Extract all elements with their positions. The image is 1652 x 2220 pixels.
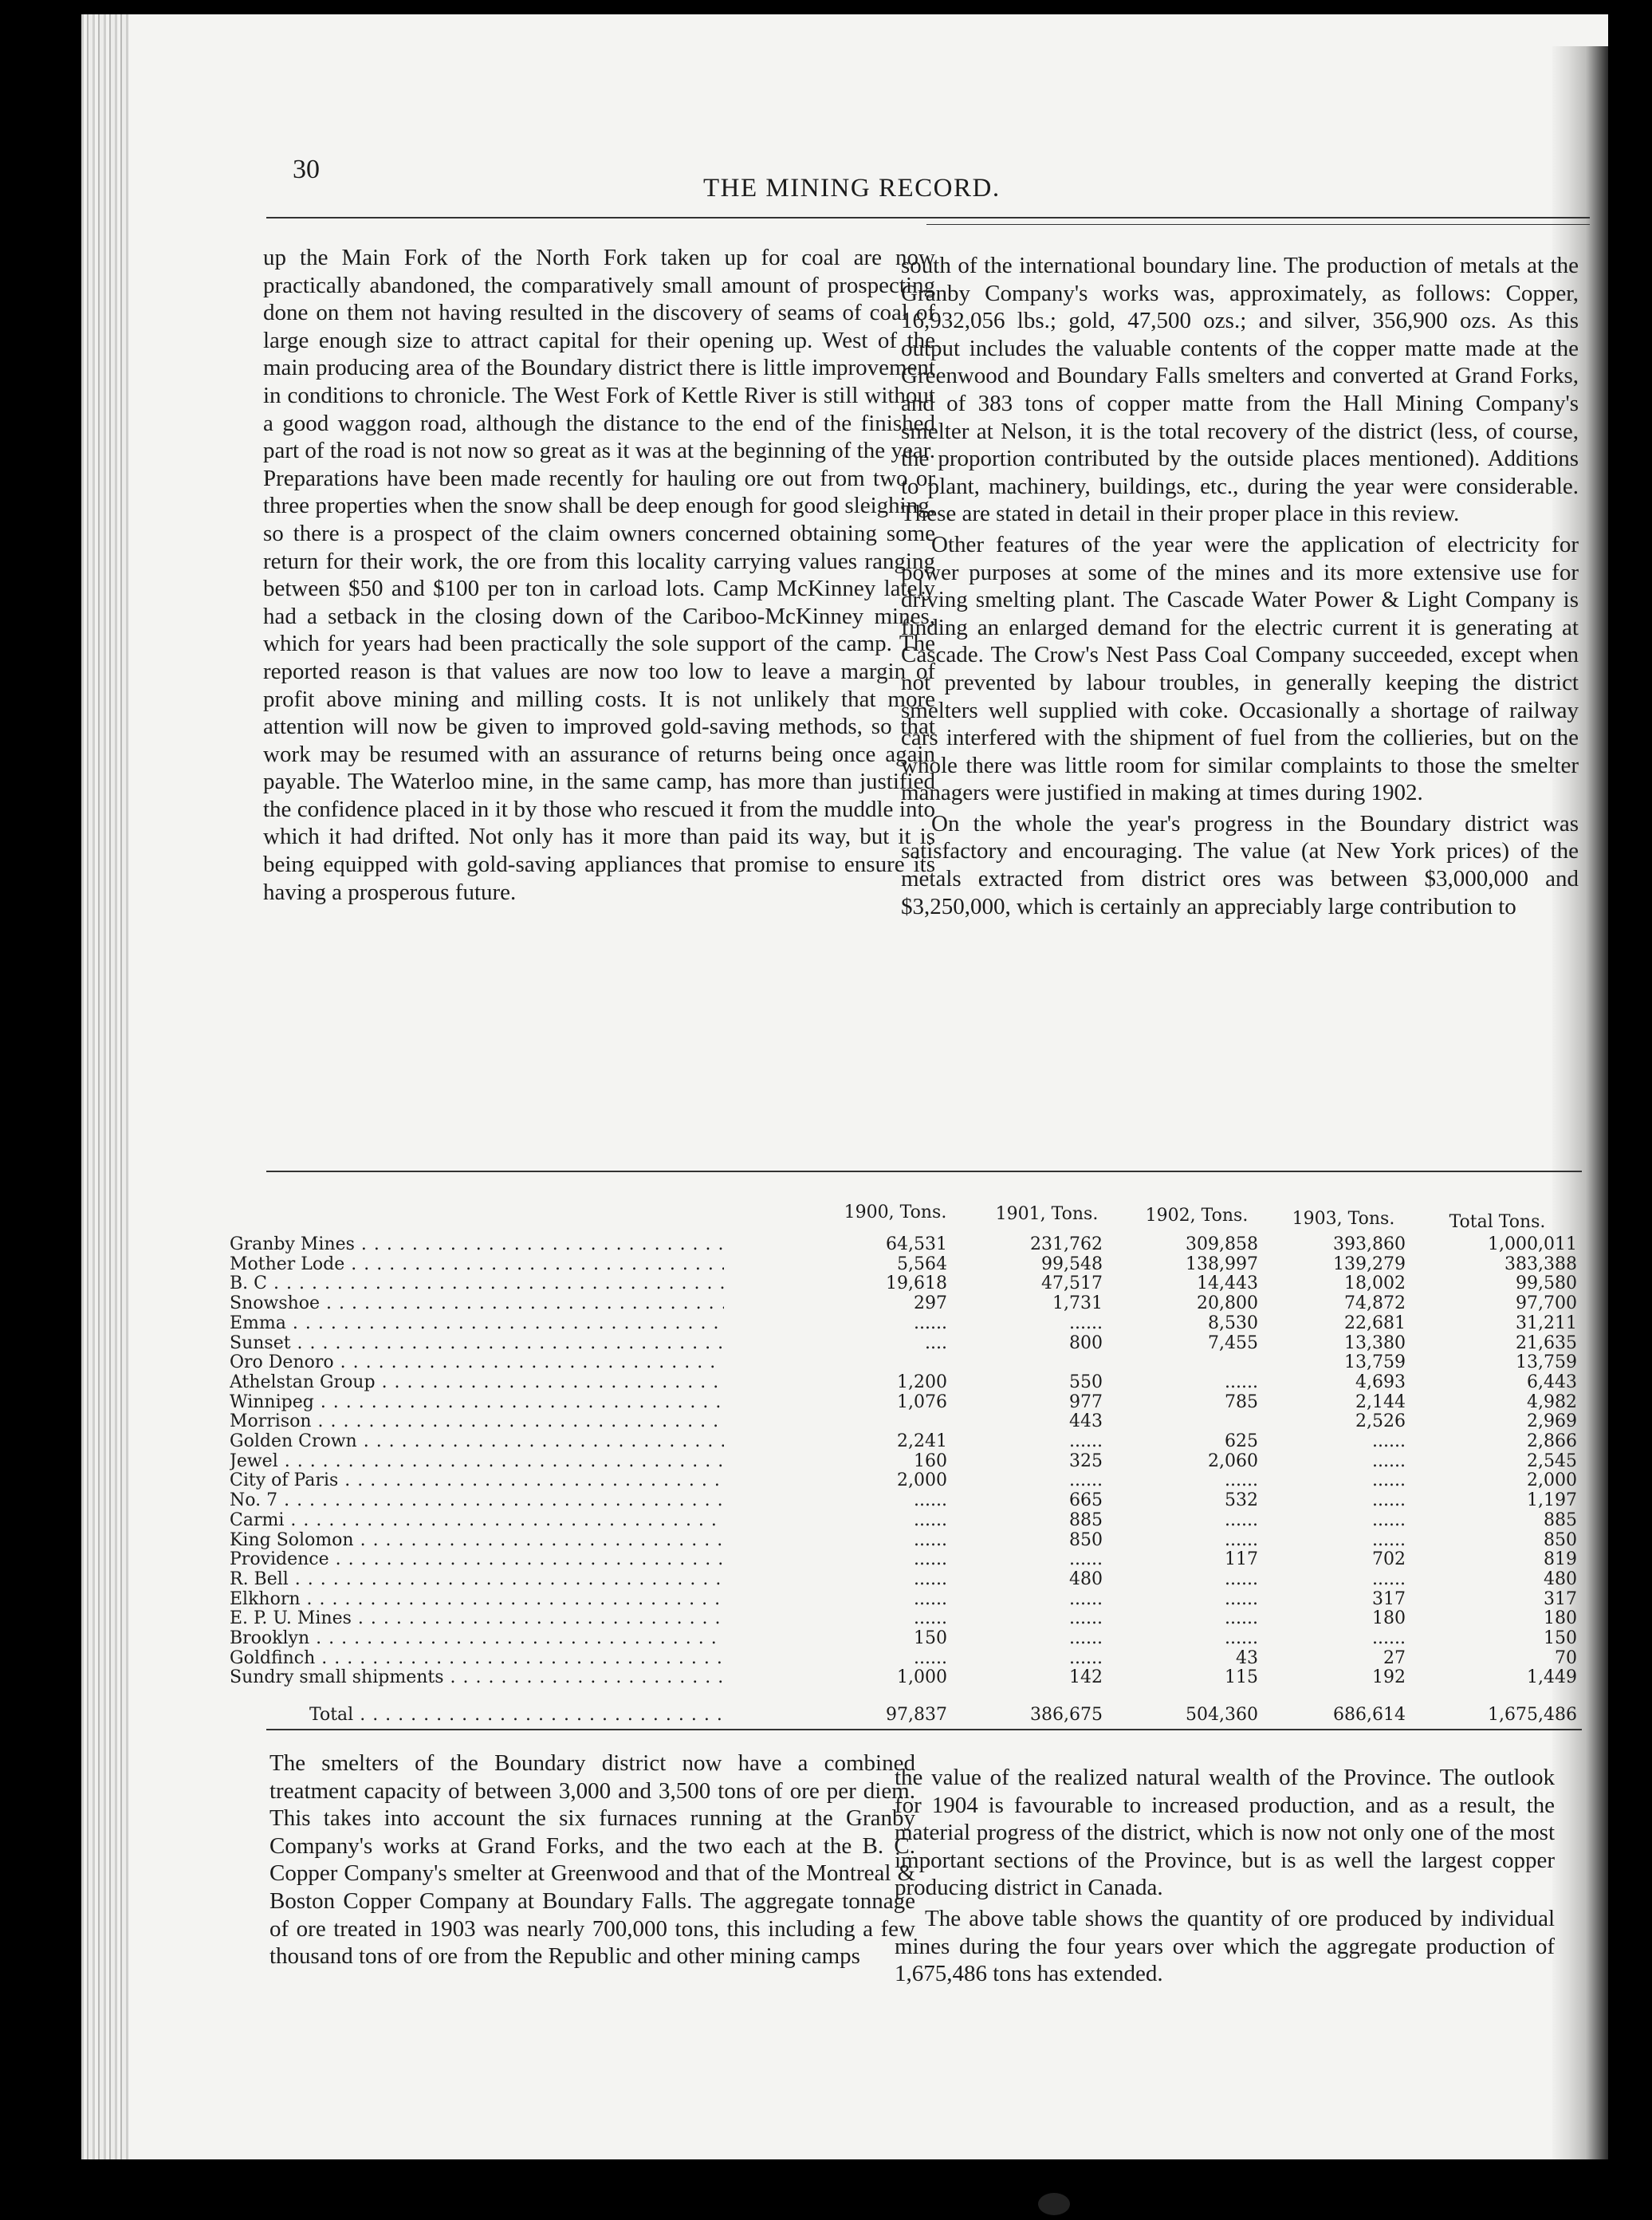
tonnage-cell: 625: [1225, 1431, 1258, 1451]
page: [81, 14, 1608, 2159]
header-1903: 1903, Tons.: [1292, 1209, 1395, 1229]
tonnage-cell: ......: [1225, 1569, 1258, 1589]
tonnage-cell: 19,618: [886, 1273, 947, 1294]
mine-name: Goldfinch . . .: [230, 1648, 724, 1668]
table-top-rule: [266, 1171, 1582, 1172]
tonnage-cell: 13,759: [1516, 1352, 1577, 1373]
table-row: [230, 1254, 1577, 1273]
header-rule-2: [926, 224, 1590, 225]
tonnage-cell: 1,449: [1527, 1667, 1577, 1688]
tonnage-cell: 317: [1372, 1588, 1406, 1609]
tonnage-cell: 150: [914, 1628, 947, 1648]
tonnage-cell: ......: [1225, 1372, 1258, 1392]
mine-name: Winnipeg . . .: [230, 1392, 724, 1412]
mine-name: Emma . . .: [230, 1313, 724, 1333]
tonnage-cell: ......: [1069, 1628, 1103, 1648]
table-row: [230, 1667, 1577, 1687]
mine-name: Snowshoe . . .: [230, 1293, 724, 1313]
tonnage-cell: 2,060: [1208, 1450, 1258, 1471]
header-1900: 1900, Tons.: [844, 1202, 947, 1222]
table-row: [230, 1431, 1577, 1450]
paragraph: south of the international boundary line. The production of metals at the Granby Company's works was, approximately, as follows: Copper, 16,932,056 lbs.; gold, 47,500 ozs.; and silver, 356,900 ozs. As this output includes the valuable contents of the copper matte made at the Greenwood and Boundary Falls smelters and converted at Grand Forks, and of 383 tons of copper matte from the Hall Mining Company's smelter at Nelson, it is the total recovery of the district (less, of course, the proportion contributed by the outside places mentioned). Additions to plant, machinery, buildings, etc., during the year were considerable. These are stated in detail in their proper place in this review.: [901, 253, 1579, 527]
tonnage-cell: 22,681: [1344, 1313, 1406, 1333]
tonnage-cell: 393,860: [1333, 1234, 1406, 1254]
tonnage-cell: 180: [1372, 1608, 1406, 1629]
tonnage-cell: 99,580: [1516, 1273, 1577, 1294]
table-bottom-rule: [266, 1729, 1582, 1730]
table-row: [230, 1510, 1577, 1529]
tonnage-cell: 7,455: [1208, 1332, 1258, 1353]
tonnage-cell: 1,675,486: [1488, 1705, 1577, 1726]
tonnage-cell: 2,866: [1527, 1431, 1577, 1451]
tonnage-cell: 43: [1236, 1647, 1258, 1668]
tonnage-cell: 2,526: [1355, 1411, 1406, 1432]
tonnage-cell: ......: [1225, 1510, 1258, 1530]
table-row: [230, 1470, 1577, 1490]
tonnage-cell: 550: [1069, 1372, 1103, 1392]
tonnage-cell: 6,443: [1527, 1372, 1577, 1392]
tonnage-cell: 1,200: [897, 1372, 947, 1392]
tonnage-cell: 977: [1069, 1391, 1103, 1412]
tonnage-cell: ......: [1372, 1510, 1406, 1530]
tonnage-cell: ....: [925, 1332, 947, 1353]
mine-name: Total . . .: [230, 1705, 724, 1725]
table-row: [230, 1333, 1577, 1352]
tonnage-cell: 99,548: [1041, 1254, 1103, 1274]
tonnage-cell: 4,693: [1355, 1372, 1406, 1392]
tonnage-cell: 138,997: [1186, 1254, 1258, 1274]
tonnage-cell: ......: [1225, 1529, 1258, 1550]
mine-name: Granby Mines . . .: [230, 1234, 724, 1254]
mine-name: Jewel . . .: [230, 1451, 724, 1471]
tonnage-cell: 885: [1069, 1510, 1103, 1530]
tonnage-cell: 309,858: [1186, 1234, 1258, 1254]
tonnage-cell: ......: [1069, 1431, 1103, 1451]
tonnage-cell: 1,731: [1052, 1293, 1103, 1314]
ink-blot: [1038, 2193, 1070, 2215]
tonnage-cell: 325: [1069, 1450, 1103, 1471]
header-rule: [266, 217, 1590, 218]
tonnage-cell: ......: [1225, 1470, 1258, 1491]
tonnage-cell: 18,002: [1344, 1273, 1406, 1294]
table-row: [230, 1648, 1577, 1667]
tonnage-cell: 192: [1372, 1667, 1406, 1688]
table-row: [230, 1313, 1577, 1332]
tonnage-cell: 785: [1225, 1391, 1258, 1412]
paragraph: the value of the realized natural wealth of the Province. The outlook for 1904 is favourable to increased production, and as a result, the material progress of the district, which is now not only one of the most important sections of the Province, but is as well the largest copper producing district in Canada.: [895, 1765, 1555, 1901]
table-row: [230, 1569, 1577, 1588]
table-row: [230, 1234, 1577, 1254]
tonnage-cell: ......: [1372, 1450, 1406, 1471]
tonnage-cell: ......: [1372, 1431, 1406, 1451]
tonnage-cell: 70: [1555, 1647, 1577, 1668]
paragraph: On the whole the year's progress in the Boundary district was satisfactory and encouraging. The value (at New York prices) of the metals extracted from district ores was between $3,000,000 and $3,250,000, which is certainly an appreciably large contribution to: [901, 810, 1579, 919]
table-row: [230, 1352, 1577, 1372]
tonnage-cell: 115: [1225, 1667, 1258, 1688]
tonnage-cell: 20,800: [1197, 1293, 1258, 1314]
bottom-left-column: [269, 1750, 915, 1970]
tonnage-cell: ......: [914, 1588, 947, 1609]
tonnage-cell: 64,531: [886, 1234, 947, 1254]
header-1902: 1902, Tons.: [1145, 1206, 1249, 1226]
tonnage-cell: 480: [1069, 1569, 1103, 1589]
tonnage-cell: 150: [1544, 1628, 1577, 1648]
tonnage-cell: 2,000: [897, 1470, 947, 1491]
mine-name: E. P. U. Mines . . .: [230, 1608, 724, 1628]
tonnage-cell: ......: [914, 1510, 947, 1530]
mine-name: Mother Lode . . .: [230, 1254, 724, 1274]
tonnage-cell: ......: [1372, 1470, 1406, 1491]
tonnage-cell: 74,872: [1344, 1293, 1406, 1314]
mine-name: Sunset . . .: [230, 1333, 724, 1353]
tonnage-cell: 139,279: [1333, 1254, 1406, 1274]
header-total: Total Tons.: [1449, 1212, 1546, 1232]
tonnage-cell: 180: [1544, 1608, 1577, 1629]
top-left-column: [263, 244, 935, 906]
tonnage-cell: 97,700: [1516, 1293, 1577, 1314]
tonnage-cell: 819: [1544, 1549, 1577, 1570]
tonnage-cell: 383,388: [1504, 1254, 1577, 1274]
table-row: [230, 1293, 1577, 1313]
tonnage-cell: ......: [1069, 1608, 1103, 1629]
table-total-row: [230, 1705, 1577, 1724]
tonnage-cell: 2,000: [1527, 1470, 1577, 1491]
paragraph: Other features of the year were the application of electricity for power purposes at some of the mines and its more extensive use for driving smelting plant. The Cascade Water Power & Light Company is finding an enlarged demand for the electric current it is generating at Cascade. The Crow's Nest Pass Coal Company succeeded, except when not prevented by labour troubles, in generally keeping the district smelters well supplied with coke. Occasionally a shortage of railway cars interfered with the shipment of fuel from the collieries, but on the whole there was little room for similar complaints to those the smelter managers were justified in making at times during 1902.: [901, 531, 1579, 806]
tonnage-cell: 1,000: [897, 1667, 947, 1688]
paragraph: The smelters of the Boundary district now have a combined treatment capacity of between 3,000 and 3,500 tons of ore per diem. This takes into account the six furnaces running at the Granby Company's works at Grand Forks, and the two each at the B. C. Copper Company's smelter at Greenwood and that of the Montreal & Boston Copper Company at Boundary Falls. The aggregate tonnage of ore treated in 1903 was nearly 700,000 tons, this including a few thousand tons of ore from the Republic and other mining camps: [269, 1750, 915, 1970]
tonnage-cell: 386,675: [1030, 1705, 1103, 1726]
tonnage-cell: 2,241: [897, 1431, 947, 1451]
mine-name: Carmi . . .: [230, 1510, 724, 1530]
table-row: [230, 1589, 1577, 1608]
tonnage-cell: ......: [1225, 1608, 1258, 1629]
tonnage-cell: 532: [1225, 1490, 1258, 1511]
table-row: [230, 1608, 1577, 1628]
tonnage-cell: ......: [1069, 1313, 1103, 1333]
page-edge-left: [81, 14, 129, 2159]
tonnage-cell: ......: [1069, 1470, 1103, 1491]
tonnage-cell: ......: [1225, 1588, 1258, 1609]
tonnage-cell: ......: [1225, 1628, 1258, 1648]
tonnage-cell: ......: [914, 1569, 947, 1589]
mine-name: Athelstan Group . . .: [230, 1372, 724, 1392]
mine-name: R. Bell . . .: [230, 1569, 724, 1589]
mine-name: Morrison . . .: [230, 1411, 724, 1431]
paragraph: up the Main Fork of the North Fork taken up for coal are now practically abandoned, the comparatively small amount of prospecting done on them not having resulted in the discovery of seams of coal of large enough size to attract capital for their opening up. West of the main producing area of the Boundary district there is little improvement in conditions to chronicle. The West Fork of Kettle River is still without a good waggon road, although the distance to the end of the finished part of the road is not now so great as it was at the beginning of the year. Preparations have been made recently for hauling ore out from two or three properties when the snow shall be deep enough for good sleighing, so there is a prospect of the claim owners concerned obtaining some return for their work, the ore from this locality carrying values ranging between $50 and $100 per ton in carload lots. Camp McKinney lately had a setback in the closing down of the Cariboo-McKinney mines, which for years had been practically the sole support of the camp. The reported reason is that values are now too low to leave a margin of profit above mining and milling costs. It is not unlikely that more attention will now be given to improved gold-saving methods, so that work may be resumed with an assurance of returns being once again payable. The Waterloo mine, in the same camp, has more than justified the confidence placed in it by those who rescued it from the muddle into which it had drifted. Not only has it more than paid its way, but it is being equipped with gold-saving appliances that promise to ensure its having a prosperous future.: [263, 245, 935, 905]
tonnage-cell: 13,380: [1344, 1332, 1406, 1353]
tonnage-cell: ......: [914, 1490, 947, 1511]
page-number: 30: [293, 155, 320, 184]
table-row: [230, 1392, 1577, 1411]
tonnage-cell: ......: [914, 1529, 947, 1550]
mine-name: Golden Crown . . .: [230, 1431, 724, 1451]
tonnage-cell: ......: [1069, 1549, 1103, 1570]
tonnage-cell: 47,517: [1041, 1273, 1103, 1294]
tonnage-cell: 27: [1383, 1647, 1406, 1668]
header-1901: 1901, Tons.: [995, 1204, 1099, 1224]
tonnage-cell: ......: [914, 1549, 947, 1570]
tonnage-cell: 1,000,011: [1488, 1234, 1577, 1254]
table-row: [230, 1411, 1577, 1431]
mine-name: No. 7 . . .: [230, 1490, 724, 1510]
table-row: [230, 1273, 1577, 1293]
tonnage-cell: 160: [914, 1450, 947, 1471]
mine-name: Oro Denoro . . .: [230, 1352, 724, 1372]
tonnage-cell: 5,564: [897, 1254, 947, 1274]
mine-name: Sundry small shipments . . .: [230, 1667, 724, 1687]
tonnage-cell: 2,969: [1527, 1411, 1577, 1432]
paragraph: The above table shows the quantity of ore produced by individual mines during the four years over which the aggregate production of 1,675,486 tons has extended.: [895, 1905, 1555, 1987]
tonnage-cell: 8,530: [1208, 1313, 1258, 1333]
tonnage-cell: ......: [1372, 1628, 1406, 1648]
tonnage-cell: 885: [1544, 1510, 1577, 1530]
table-row: [230, 1628, 1577, 1647]
mine-name: Providence . . .: [230, 1549, 724, 1569]
tonnage-cell: 686,614: [1333, 1705, 1406, 1726]
tonnage-cell: 14,443: [1197, 1273, 1258, 1294]
tonnage-cell: 13,759: [1344, 1352, 1406, 1373]
table-row: [230, 1490, 1577, 1510]
mine-name: B. C . . .: [230, 1273, 724, 1293]
bottom-right-column: [895, 1764, 1555, 1988]
tonnage-cell: 665: [1069, 1490, 1103, 1511]
tonnage-cell: 21,635: [1516, 1332, 1577, 1353]
tonnage-cell: 231,762: [1030, 1234, 1103, 1254]
tonnage-cell: 4,982: [1527, 1391, 1577, 1412]
tonnage-cell: 850: [1069, 1529, 1103, 1550]
mine-name: Elkhorn . . .: [230, 1589, 724, 1609]
tonnage-cell: 800: [1069, 1332, 1103, 1353]
tonnage-cell: 850: [1544, 1529, 1577, 1550]
running-title: THE MINING RECORD.: [703, 174, 1001, 203]
tonnage-cell: 1,197: [1527, 1490, 1577, 1511]
tonnage-cell: ......: [1069, 1588, 1103, 1609]
mine-name: Brooklyn . . .: [230, 1628, 724, 1648]
tonnage-cell: 142: [1069, 1667, 1103, 1688]
table-row: [230, 1372, 1577, 1391]
tonnage-cell: 2,545: [1527, 1450, 1577, 1471]
table-row: [230, 1549, 1577, 1569]
tonnage-cell: ......: [914, 1313, 947, 1333]
tonnage-cell: ......: [1372, 1569, 1406, 1589]
tonnage-cell: ......: [914, 1647, 947, 1668]
tonnage-cell: 702: [1372, 1549, 1406, 1570]
table-row: [230, 1451, 1577, 1470]
tonnage-cell: 2,144: [1355, 1391, 1406, 1412]
table-row: [230, 1530, 1577, 1549]
tonnage-cell: 1,076: [897, 1391, 947, 1412]
top-right-column: [901, 252, 1579, 920]
tonnage-cell: ......: [1069, 1647, 1103, 1668]
tonnage-cell: 31,211: [1516, 1313, 1577, 1333]
tonnage-cell: ......: [914, 1608, 947, 1629]
mine-name: King Solomon . . .: [230, 1530, 724, 1550]
tonnage-cell: 443: [1069, 1411, 1103, 1432]
tonnage-cell: ......: [1372, 1490, 1406, 1511]
tonnage-cell: 117: [1225, 1549, 1258, 1570]
tonnage-cell: 480: [1544, 1569, 1577, 1589]
tonnage-cell: ......: [1372, 1529, 1406, 1550]
tonnage-cell: 97,837: [886, 1705, 947, 1726]
tonnage-cell: 317: [1544, 1588, 1577, 1609]
tonnage-cell: 504,360: [1186, 1705, 1258, 1726]
tonnage-cell: 297: [914, 1293, 947, 1314]
mine-name: City of Paris . . .: [230, 1470, 724, 1490]
